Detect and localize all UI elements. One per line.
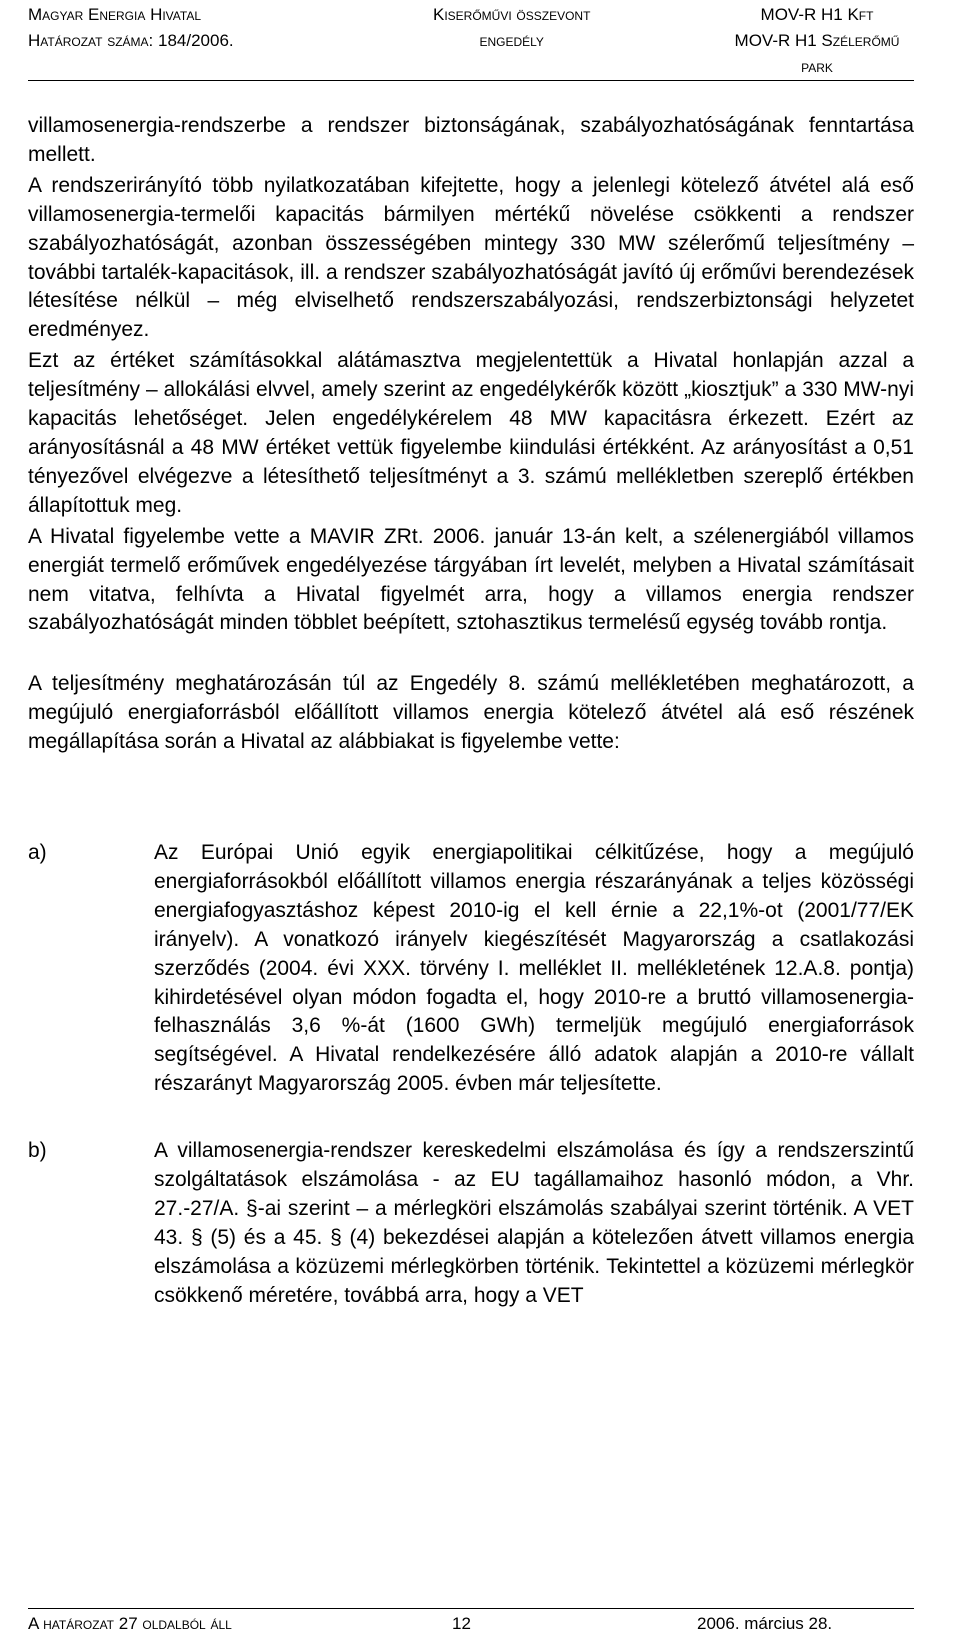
list-item-text: Az Európai Unió egyik energiapolitikai célkitűzése, hogy a megújuló energiaforrásokból előállított villamos energia részarányának a teljes közösségi energiafogyasztáshoz képest 2010-ig el kell érnie a 22,1%-ot (2001/77/EK irányelv). A vonatkozó irányelv kiegészítését Magyarország a csatlakozási szerződés (2004. évi XXX. törvény I. melléklet II. mellékletének 12.A.8. pontja) kihirdetésével olyan módon fogadta el, hogy 2010-re a bruttó villamosenergia-felhasználás 3,6 %-át (1600 GWh) termeljük megújuló energiaforrások segítségével. A Hivatal rendelkezésére álló adatok alapján a 2010-re vállalt részarányt Magyarország 2005. évben már teljesítette. xyxy=(154,841,914,1096)
page-count-note: A határozat 27 oldalból áll xyxy=(28,1614,232,1633)
header-right xyxy=(720,2,914,80)
header-divider xyxy=(28,80,914,81)
footer-divider xyxy=(28,1608,914,1609)
authority-name: Magyar Energia Hivatal xyxy=(28,5,202,24)
paragraph: Ezt az értéket számításokkal alátámasztva megjelentettük a Hivatal honlapján azzal a teljesítmény – allokálási elvvel, amely szerint az engedélykérők között „kiosztjuk” a 330 MW-nyi kapacitás lehetőséget. Jelen engedélykérelem 48 MW kapacitásra érkezett. Ezért az arányosításnál a 48 MW értéket vettük figyelembe kiindulási értékként. Az arányosítást a 0,51 tényezővel elvégezve a létesíthető teljesítményt a 3. számú mellékletben szereplő értékben állapítottuk meg. xyxy=(28,349,914,517)
list-item-text: A villamosenergia-rendszer kereskedelmi elszámolása és így a rendszerszintű szolgáltatások elszámolása - az EU tagállamaihoz hasonló módon, a Vhr. 27.-27/A. §-ai szerint – a mérlegköri elszámolás szabályai szerint történik. A VET 43. § (5) és a 45. § (4) bekezdései alapján a kötelezően átvett villamos energia elszámolása a közüzemi mérlegkörben történik. Tekintettel a közüzemi mérlegkör csökkenő méretére, továbbá arra, hogy a VET xyxy=(154,1139,914,1307)
list-item xyxy=(28,1137,914,1310)
document-date: 2006. március 28. xyxy=(697,1614,833,1633)
plant-name-cont: park xyxy=(801,57,833,76)
header-middle xyxy=(433,2,590,54)
list-item-marker: a) xyxy=(28,841,47,865)
license-type-line-2: engedély xyxy=(479,31,544,50)
paragraph: A Hivatal figyelembe vette a MAVIR ZRt. 2006. január 13-án kelt, a szélenergiából villamos energiát termelő erőművek engedélyezése tárgyában írt levelét, melyben a Hivatal számításait nem vitatva, felhívta a Hivatal figyelmét arra, hogy a villamos energia rendszer szabályozhatóságát minden többlet beépített, sztohasztikus termelésű egység tovább rontja. xyxy=(28,524,914,635)
paragraph: A rendszerirányító több nyilatkozatában kifejtette, hogy a jelenlegi kötelező átvétel alá eső villamosenergia-termelői kapacitás bármilyen mértékű növelése csökkenti a rendszer szabályozhatóságát, azonban összességében mintegy 330 MW szélerőmű teljesítmény – további tartalék-kapacitások, ill. a rendszer szabályozhatóságát javító új erőművi berendezések létesítése nélkül – még elviselhető rendszerszabályozási, rendszerbiztonsági helyzetet eredményez. xyxy=(28,173,914,342)
document-body xyxy=(28,112,914,1311)
license-type-line-1: Kiserőművi összevont xyxy=(433,5,591,24)
list-item-marker: b) xyxy=(28,1139,47,1163)
paragraph: A teljesítmény meghatározásán túl az Engedély 8. számú mellékletében meghatározott, a megújuló energiaforrásból előállított villamos energia kötelező átvétel alá eső részének megállapítása során a Hivatal az alábbiakat is figyelembe vette: xyxy=(28,672,914,754)
page-number: 12 xyxy=(452,1614,471,1633)
decision-number: Határozat száma: 184/2006. xyxy=(28,31,234,50)
header-left xyxy=(28,2,234,54)
company-name: MOV-R H1 Kft xyxy=(760,5,874,24)
plant-name: MOV-R H1 Szélerőmű xyxy=(734,31,900,50)
list-item xyxy=(28,839,914,1099)
paragraph: villamosenergia-rendszerbe a rendszer biztonságának, szabályozhatóságának fenntartása mellett. xyxy=(28,114,914,166)
numbered-list xyxy=(28,839,914,1311)
